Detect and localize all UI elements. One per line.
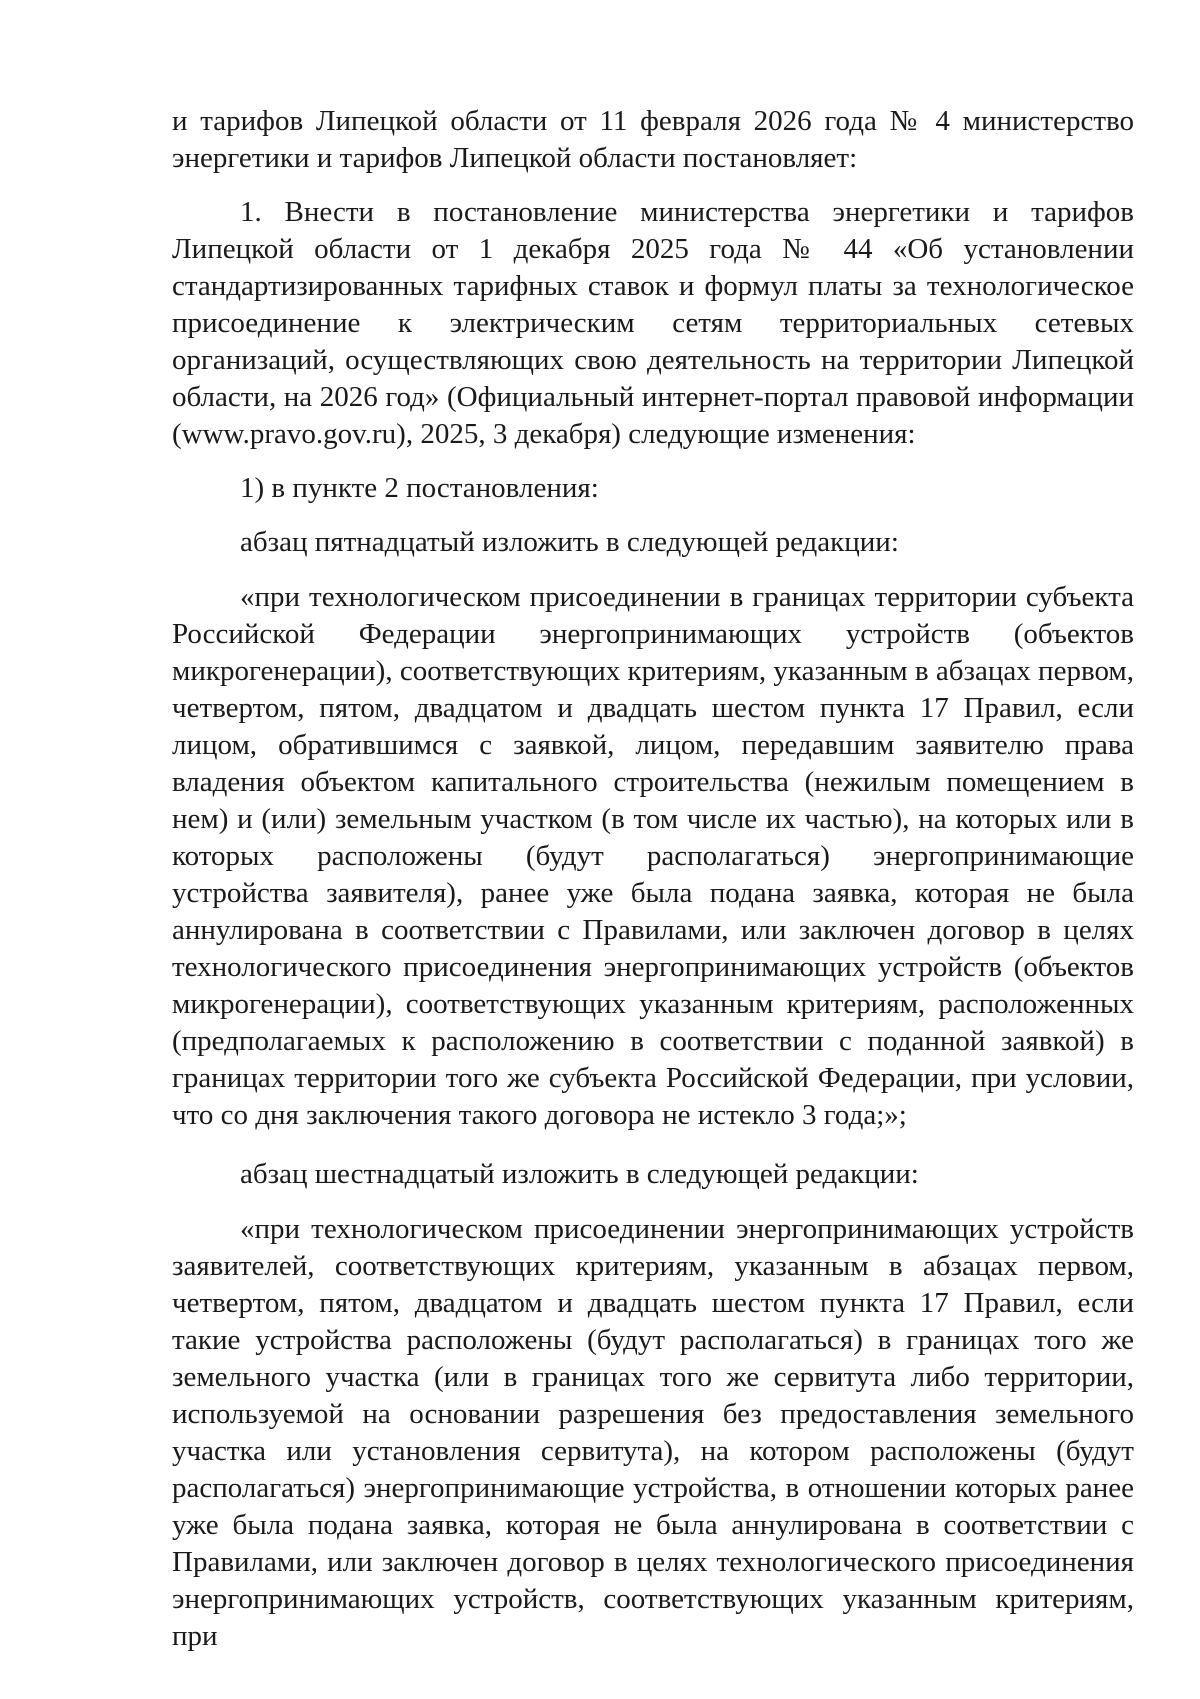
document-body [172, 103, 1134, 1655]
paragraph-subitem-1: 1) в пункте 2 постановления: [240, 472, 599, 504]
paragraph-instruction-sixteenth: абзац шестнадцатый изложить в следующей редакции: [240, 1158, 919, 1190]
paragraph-instruction-fifteenth: абзац пятнадцатый изложить в следующей редакции: [240, 526, 899, 558]
paragraph-preamble-continuation: и тарифов Липецкой области от 11 февраля 2026 года № 4 министерство энергетики и тарифов Липецкой области постановляет: [172, 105, 1134, 174]
paragraph-quote-sixteenth: «при технологическом присоединении энергопринимающих устройств заявителей, соответствующих критериям, указанным в абзацах первом, четвертом, пятом, двадцатом и двадцать шестом пункта 17 Правил, если такие устройства расположены (будут располагаться) в границах того же земельного участка (или в границах того же сервитута либо территории, используемой на основании разрешения без предоставления земельного участка или установления сервитута), на котором расположены (будут располагаться) энергопринимающие устройства, в отношении которых ранее уже была подана заявка, которая не была аннулирована в соответствии с Правилами, или заключен договор в целях технологического присоединения энергопринимающих устройств, соответствующих указанным критериям, при [172, 1213, 1134, 1652]
paragraph-item-1: 1. Внести в постановление министерства энергетики и тарифов Липецкой области от 1 декабря 2025 года № 44 «Об установлении стандартизированных тарифных ставок и формул платы за технологическое присоединение к электрическим сетям территориальных сетевых организаций, осуществляющих свою деятельность на территории Липецкой области, на 2026 год» (Официальный интернет-портал правовой информации (www.pravo.gov.ru), 2025, 3 декабря) следующие изменения: [172, 196, 1134, 450]
paragraph-quote-fifteenth: «при технологическом присоединении в границах территории субъекта Российской Федерации энергопринимающих устройств (объектов микрогенерации), соответствующих критериям, указанным в абзацах первом, четвертом, пятом, двадцатом и двадцать шестом пункта 17 Правил, если лицом, обратившимся с заявкой, лицом, передавшим заявителю права владения объектом капитального строительства (нежилым помещением в нем) и (или) земельным участком (в том числе их частью), на которых или в которых расположены (будут располагаться) энергопринимающие устройства заявителя), ранее уже была подана заявка, которая не была аннулирована в соответствии с Правилами, или заключен договор в целях технологического присоединения энергопринимающих устройств (объектов микрогенерации), соответствующих указанным критериям, расположенных (предполагаемых к расположению в соответствии с поданной заявкой) в границах территории того же субъекта Российской Федерации, при условии, что со дня заключения такого договора не истекло 3 года;»; [172, 581, 1134, 1131]
